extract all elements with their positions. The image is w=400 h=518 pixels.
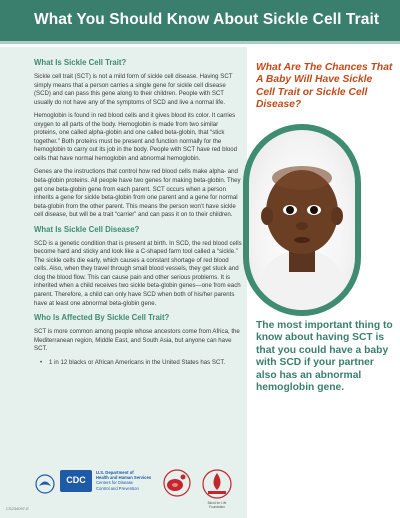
bullet-list [40,359,242,368]
baby-photo [249,130,355,310]
paragraph: Sickle cell trait (SCT) is not a mild form of sickle cell disease. Having SCT simply means that a person carries a single gene for sickle cell disease (SCD) and can pass this gene along to their children. People with SCT usually do not have any of the symptoms of SCD and live a normal life. [34,73,233,106]
bullet-text: 1 in 12 blacks or African Americans in the United States has SCT. [49,358,226,366]
section-heading: What Is Sickle Cell Trait? [34,58,127,67]
paragraph: Hemoglobin is found in red blood cells and it gives blood its color. It carries oxygen to all parts of the body. Hemoglobin is made from two similar proteins, one called alpha-globin and one called beta-globin, that “stick together.” Both proteins must be present and function normally for the hemoglobin to carry out its job in the body. People with SCT have red blood cells that have normal hemoglobin and abnormal hemoglobin. [34,112,238,162]
sidebar-question: What Are The Chances That A Baby Will Have Sickle Cell Trait or Sickle Cell Disease? [256,62,393,111]
blood-cell-logo-icon [162,468,192,498]
agency-line: Centers for Disease [96,480,134,486]
section-heading: What Is Sickle Cell Disease? [34,224,140,234]
paragraph: SCT is more common among people whose ancestors come from Africa, the Mediterranean region, Middle East, and South Asia, but anyone can have SCT. [34,328,240,353]
partner-logo [200,468,234,509]
baby-illustration [249,130,355,310]
article-body [34,58,242,367]
key-message: The most important thing to know about having SCT is that you could have a baby with SCD if your partner also has an abnormal hemoglobin gene. [256,320,393,394]
bullet-icon: • [40,358,43,366]
paragraph: Genes are the instructions that control how red blood cells make alpha- and beta-globin proteins. All people have two genes for making beta-globin. They get one beta-globin gene from each parent. SCT occurs when a person inherits a gene for sickle beta-globin from one parent and a gene for normal beta-globin from the other parent. This means the person won’t have sickle cell disease, but will be a trait “carrier” and can pass it on to their children. [34,168,241,219]
photo-frame [243,124,361,316]
blood-drop-logo-icon [200,468,234,500]
partner-caption: Blood for Life Foundation [207,501,227,509]
title-bar [0,0,400,44]
hhs-eagle-icon [34,474,56,494]
agency-line: U.S. Department of [96,470,134,475]
cdc-logo-text: CDC [66,475,86,485]
section-heading: Who Is Affected By Sickle Cell Trait? [34,313,170,323]
paragraph: SCD is a genetic condition that is present at birth. In SCD, the red blood cells become hard and sticky and look like a C-shaped farm tool called a “sickle.” The sickle cells die early, which causes a constant shortage of red blood cells. Also, when they travel through small blood vessels, they get stuck and clog the blood flow. This can cause pain and other serious problems. It is inherited when a child receives two sickle beta-globin genes—one from each parent. Therefore, a child can only have SCD when both of his/her parents have at least one abnormal beta-globin gene. [34,239,242,307]
document-code: CS234097-E [6,506,29,511]
page-title: What You Should Know About Sickle Cell Trait [34,11,380,28]
agency-line: Health and Human Services [96,475,152,481]
agency-line: Control and Prevention [96,485,139,491]
cdc-logo-icon [60,470,92,492]
bullet-item [40,359,242,368]
